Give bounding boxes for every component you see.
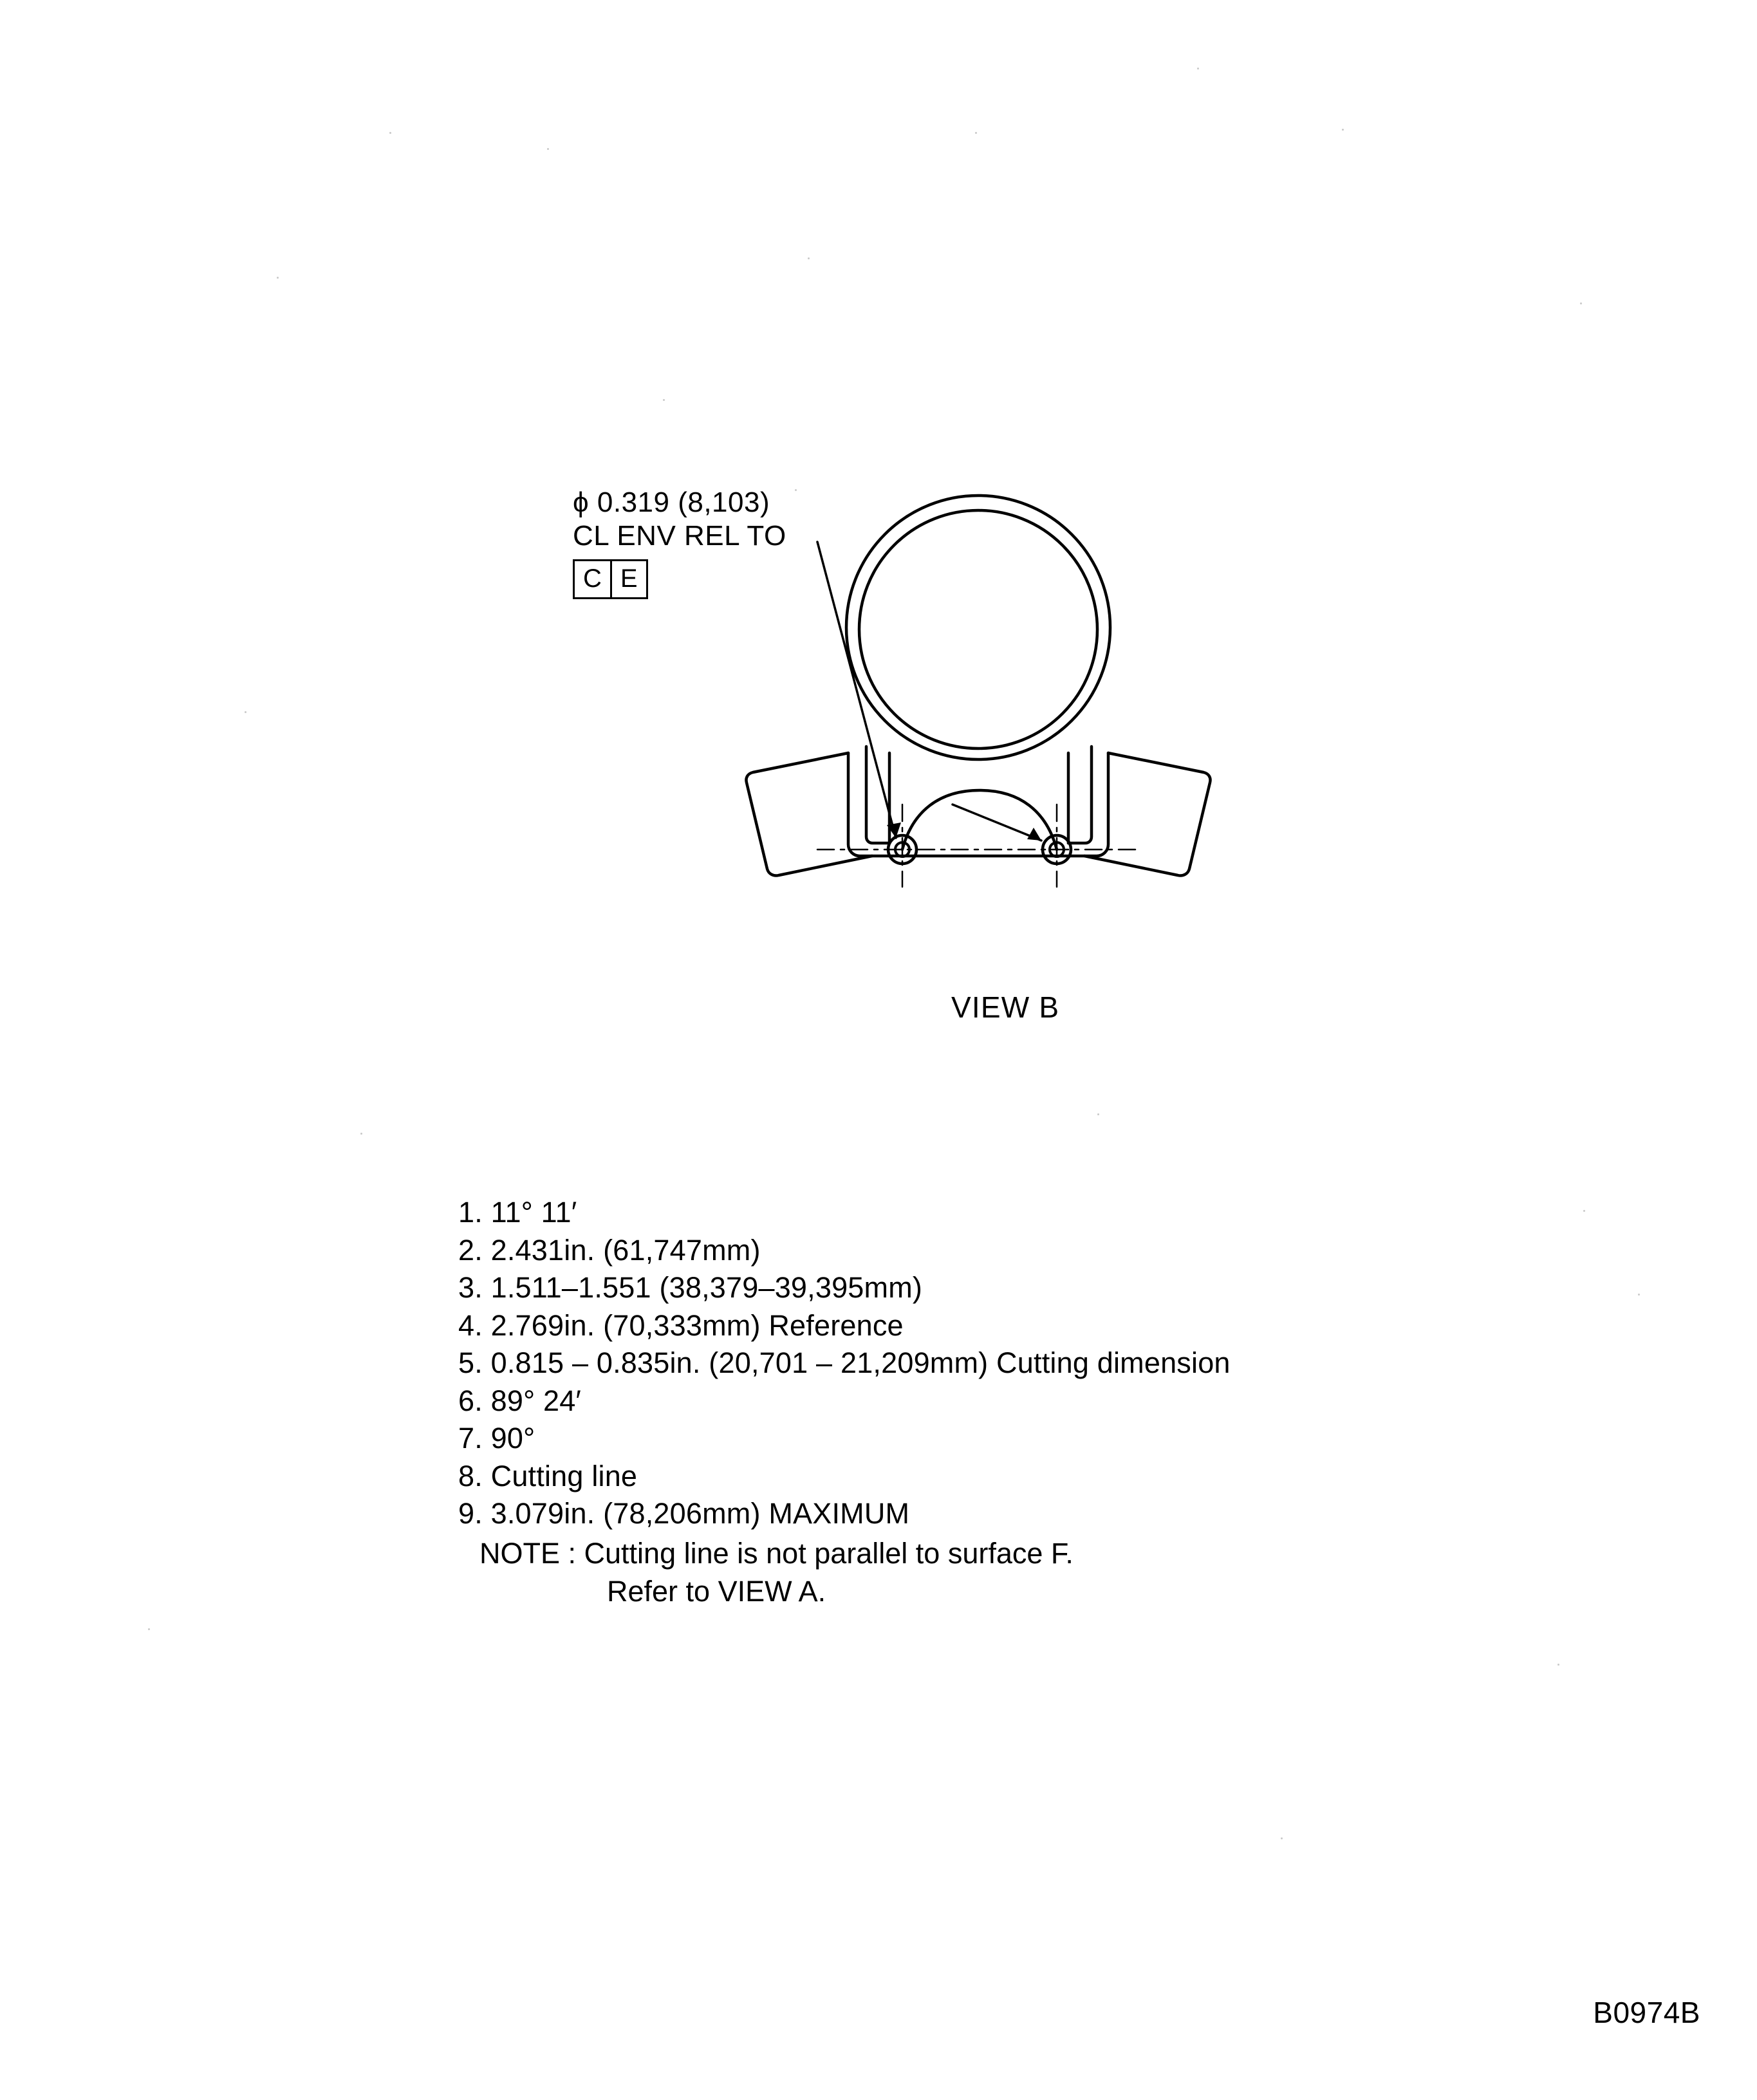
scan-speck <box>360 1133 362 1135</box>
boss-pointer-line <box>953 804 1041 841</box>
view-label: VIEW B <box>951 990 1060 1024</box>
scan-speck <box>663 399 665 401</box>
figure-id: B0974B <box>1593 1996 1700 2029</box>
scan-speck <box>1557 1664 1559 1666</box>
datum-cell-c: C <box>575 561 612 597</box>
list-item: 5. 0.815 – 0.835in. (20,701 – 21,209mm) Cutting dimension <box>458 1346 1231 1379</box>
scan-speck <box>1583 1210 1585 1212</box>
scan-speck <box>245 711 246 713</box>
scan-speck <box>808 257 810 259</box>
left-wing-outline <box>746 753 872 876</box>
datum-cell-e: E <box>620 564 638 593</box>
scan-speck <box>148 1628 150 1630</box>
notes-list <box>458 1194 1552 1533</box>
note-sub-text: Refer to VIEW A. <box>607 1574 826 1608</box>
note-heading-text: NOTE : Cutting line is not parallel to surface F. <box>479 1537 1074 1570</box>
view-b-drawing-svg <box>740 470 1229 888</box>
tube-outer-circle <box>846 496 1110 759</box>
bracket-inner-wall-right <box>1068 747 1092 843</box>
leader-line <box>817 542 896 838</box>
technical-drawing <box>740 470 1229 888</box>
scan-speck <box>1197 68 1199 70</box>
scan-speck <box>277 277 279 279</box>
list-item: 6. 89° 24′ <box>458 1384 582 1417</box>
datum-reference-frame <box>573 559 648 599</box>
bolt-hole-centerlines <box>902 804 1057 887</box>
list-item: 3. 1.511–1.551 (38,379–39,395mm) <box>458 1271 923 1304</box>
right-wing-outline <box>1084 753 1211 876</box>
scan-speck <box>1638 1294 1640 1296</box>
callout-diameter-text: ϕ 0.319 (8,103) <box>573 487 770 518</box>
scan-speck <box>389 132 391 134</box>
scan-speck <box>975 132 977 134</box>
list-item: 1. 11° 11′ <box>458 1196 577 1229</box>
scan-speck <box>1281 1837 1283 1839</box>
list-item: 2. 2.431in. (61,747mm) <box>458 1233 761 1267</box>
scan-speck <box>547 148 549 150</box>
note-block <box>479 1535 1509 1610</box>
list-item: 8. Cutting line <box>458 1459 638 1492</box>
scan-speck <box>1342 129 1344 131</box>
boss-pointer-arrowhead <box>1027 828 1041 841</box>
scan-speck <box>1097 1113 1099 1115</box>
list-item: 4. 2.769in. (70,333mm) Reference <box>458 1308 904 1342</box>
saddle-arch-curve <box>902 790 1057 850</box>
list-item: 7. 90° <box>458 1422 535 1454</box>
tube-inner-circle <box>859 510 1097 748</box>
scan-speck <box>1580 302 1582 304</box>
bracket-inner-wall-left <box>866 747 889 843</box>
list-item: 9. 3.079in. (78,206mm) MAXIMUM <box>458 1497 910 1530</box>
callout-envelope-text: CL ENV REL TO <box>573 519 786 552</box>
